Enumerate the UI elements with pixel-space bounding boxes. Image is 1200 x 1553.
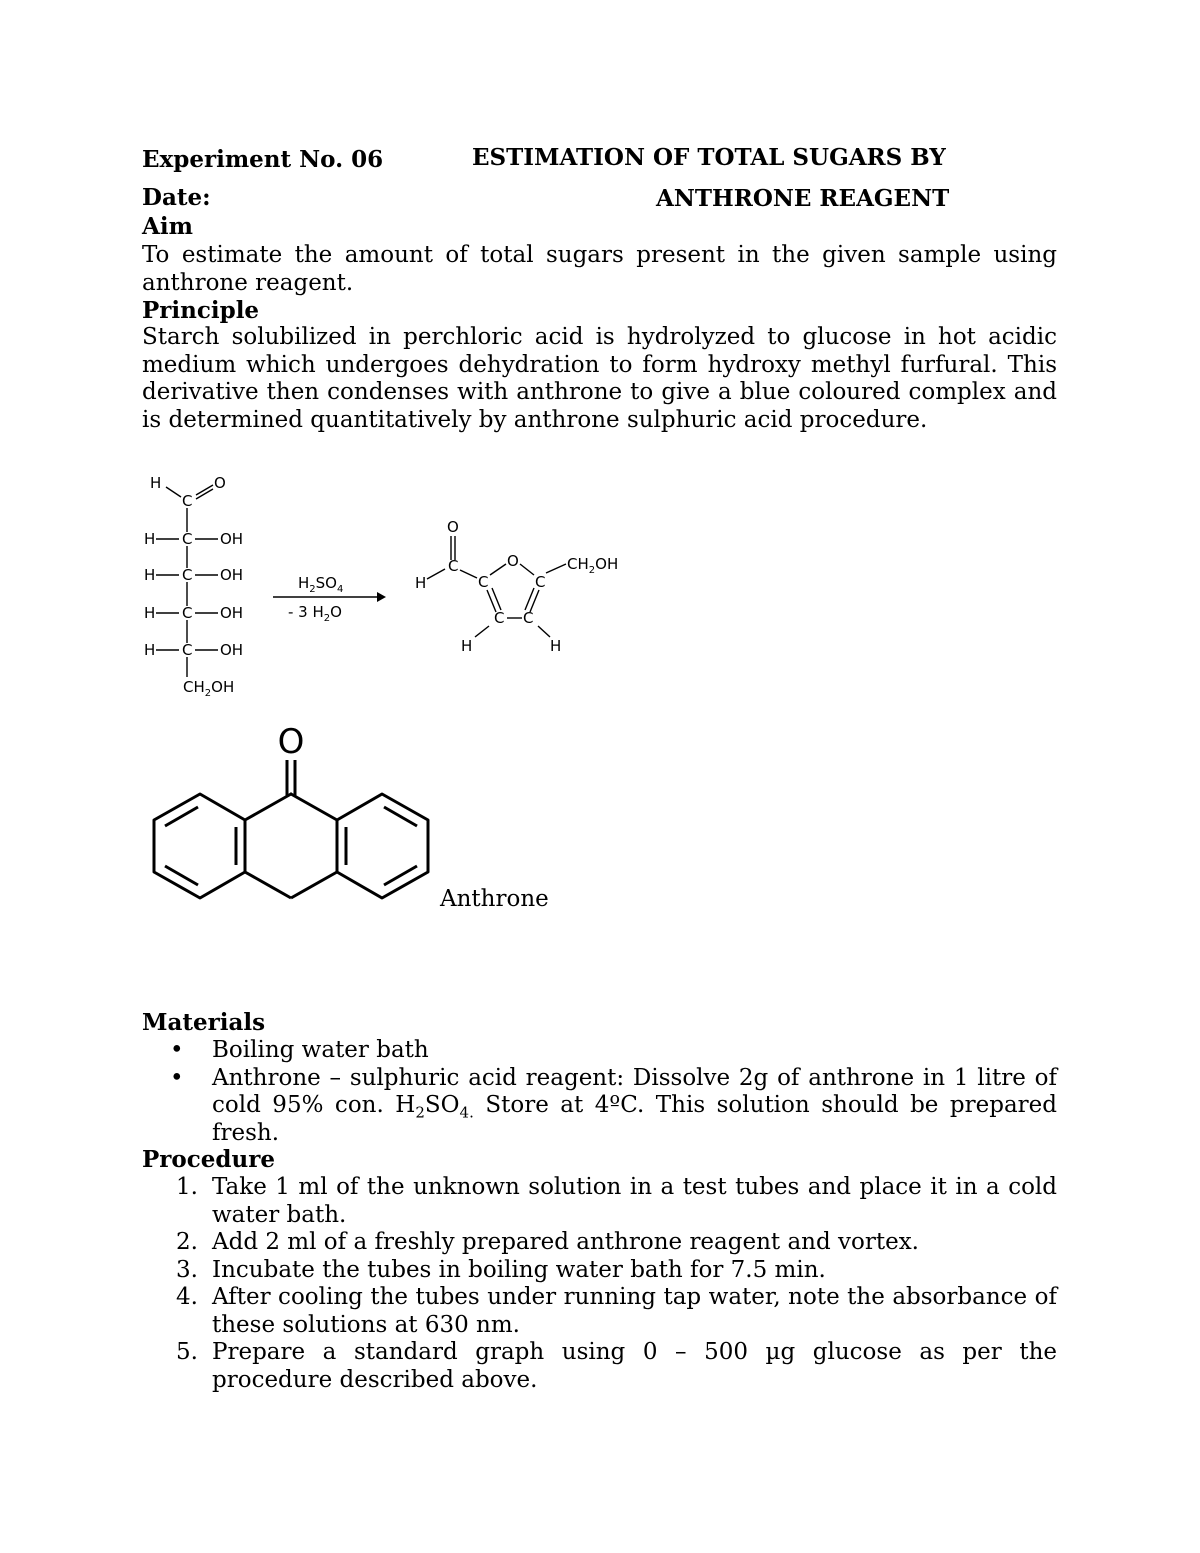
step-text: Add 2 ml of a freshly prepared anthrone reagent and vortex. [212,1229,919,1255]
date-label: Date: [142,184,211,211]
hmf-c4: C [523,609,534,627]
materials-heading: Materials [142,1009,266,1036]
anthrone-label: Anthrone [440,886,549,912]
step-number: 2. [176,1229,198,1255]
material-item-1: Boiling water bath [212,1037,429,1063]
glucose-c4: C [182,604,193,622]
step-number: 1. [176,1174,198,1200]
glucose-h3: H [144,566,156,584]
step-text: Take 1 ml of the unknown solution in a test tubes and place it in a cold water bath. [212,1174,1057,1228]
list-item [142,1229,1057,1257]
step-text: Incubate the tubes in boiling water bath for 7.5 min. [212,1256,826,1283]
step-text: After cooling the tubes under running tap water, note the absorbance of these solutions at 630 nm. [212,1284,1057,1338]
aim-heading: Aim [142,213,193,240]
hmf-carbonyl-o: O [447,518,459,536]
arrow-reagent: $H_2SO_4$ [298,574,344,595]
glucose-h5: H [144,641,156,659]
arrow-water-loss: - 3 $H_2O$ [288,603,342,624]
glucose-h4: H [144,604,156,622]
hmf-h3: H [461,637,473,655]
glucose-aldehyde-h: H [150,474,162,492]
list-item [142,1284,1057,1339]
reaction-diagram [130,460,650,710]
glucose-ch2oh: $CH_2OH$ [183,678,235,699]
glucose-c3: C [182,566,193,584]
glucose-c5: C [182,641,193,659]
step-number: 5. [176,1339,198,1365]
hmf-ring-o: O [507,552,519,570]
materials-list [142,1037,1057,1147]
title-line-2: ANTHRONE REAGENT [656,185,950,212]
list-item [142,1339,1057,1394]
glucose-aldehyde-o: O [214,474,226,492]
principle-text: Starch solubilized in perchloric acid is hydrolyzed to glucose in hot acidic medium which undergoes dehydration to form hydroxy methyl furfural. This derivative then condenses with anthrone to give a blue coloured complex and is determined quantitatively by anthrone sulphuric acid procedure. [142,324,1057,433]
glucose-h2: H [144,530,156,548]
procedure-heading: Procedure [142,1146,275,1173]
hmf-c5: C [535,573,546,591]
list-item [142,1174,1057,1229]
hmf-h4: H [550,637,562,655]
bullet: • [170,1064,184,1091]
list-item [142,1257,1057,1285]
principle-heading: Principle [142,297,260,324]
list-item [142,1037,1057,1065]
anthrone-structure [140,720,440,915]
procedure-list [142,1174,1057,1394]
hmf-ch2oh: $CH_2OH$ [567,555,619,576]
glucose-oh5: OH [220,641,244,659]
material-item-2: Anthrone – sulphuric acid reagent: Dissolve 2g of anthrone in 1 litre of cold 95% con. $H_2SO_{4.}$ Store at 4ºC. This solution should be prepared fresh. [212,1064,1057,1146]
hmf-c2: C [478,573,489,591]
title-line-1: ESTIMATION OF TOTAL SUGARS BY [472,144,946,171]
experiment-number: Experiment No. 06 [142,146,384,173]
step-number: 3. [176,1256,198,1283]
hmf-aldehyde-h: H [415,574,427,592]
glucose-oh3: OH [220,566,244,584]
list-item [142,1065,1057,1148]
glucose-c2: C [182,530,193,548]
hmf-aldehyde-c: C [448,557,459,575]
hmf-c3: C [494,609,505,627]
glucose-c1: C [182,492,193,510]
bullet: • [170,1037,184,1063]
aim-text: To estimate the amount of total sugars present in the given sample using anthrone reagent. [142,242,1057,296]
glucose-oh4: OH [220,604,244,622]
anthrone-oxygen: O [277,722,305,762]
step-text: Prepare a standard graph using 0 – 500 µg glucose as per the procedure described above. [212,1339,1057,1393]
glucose-oh2: OH [220,530,244,548]
step-number: 4. [176,1284,198,1310]
